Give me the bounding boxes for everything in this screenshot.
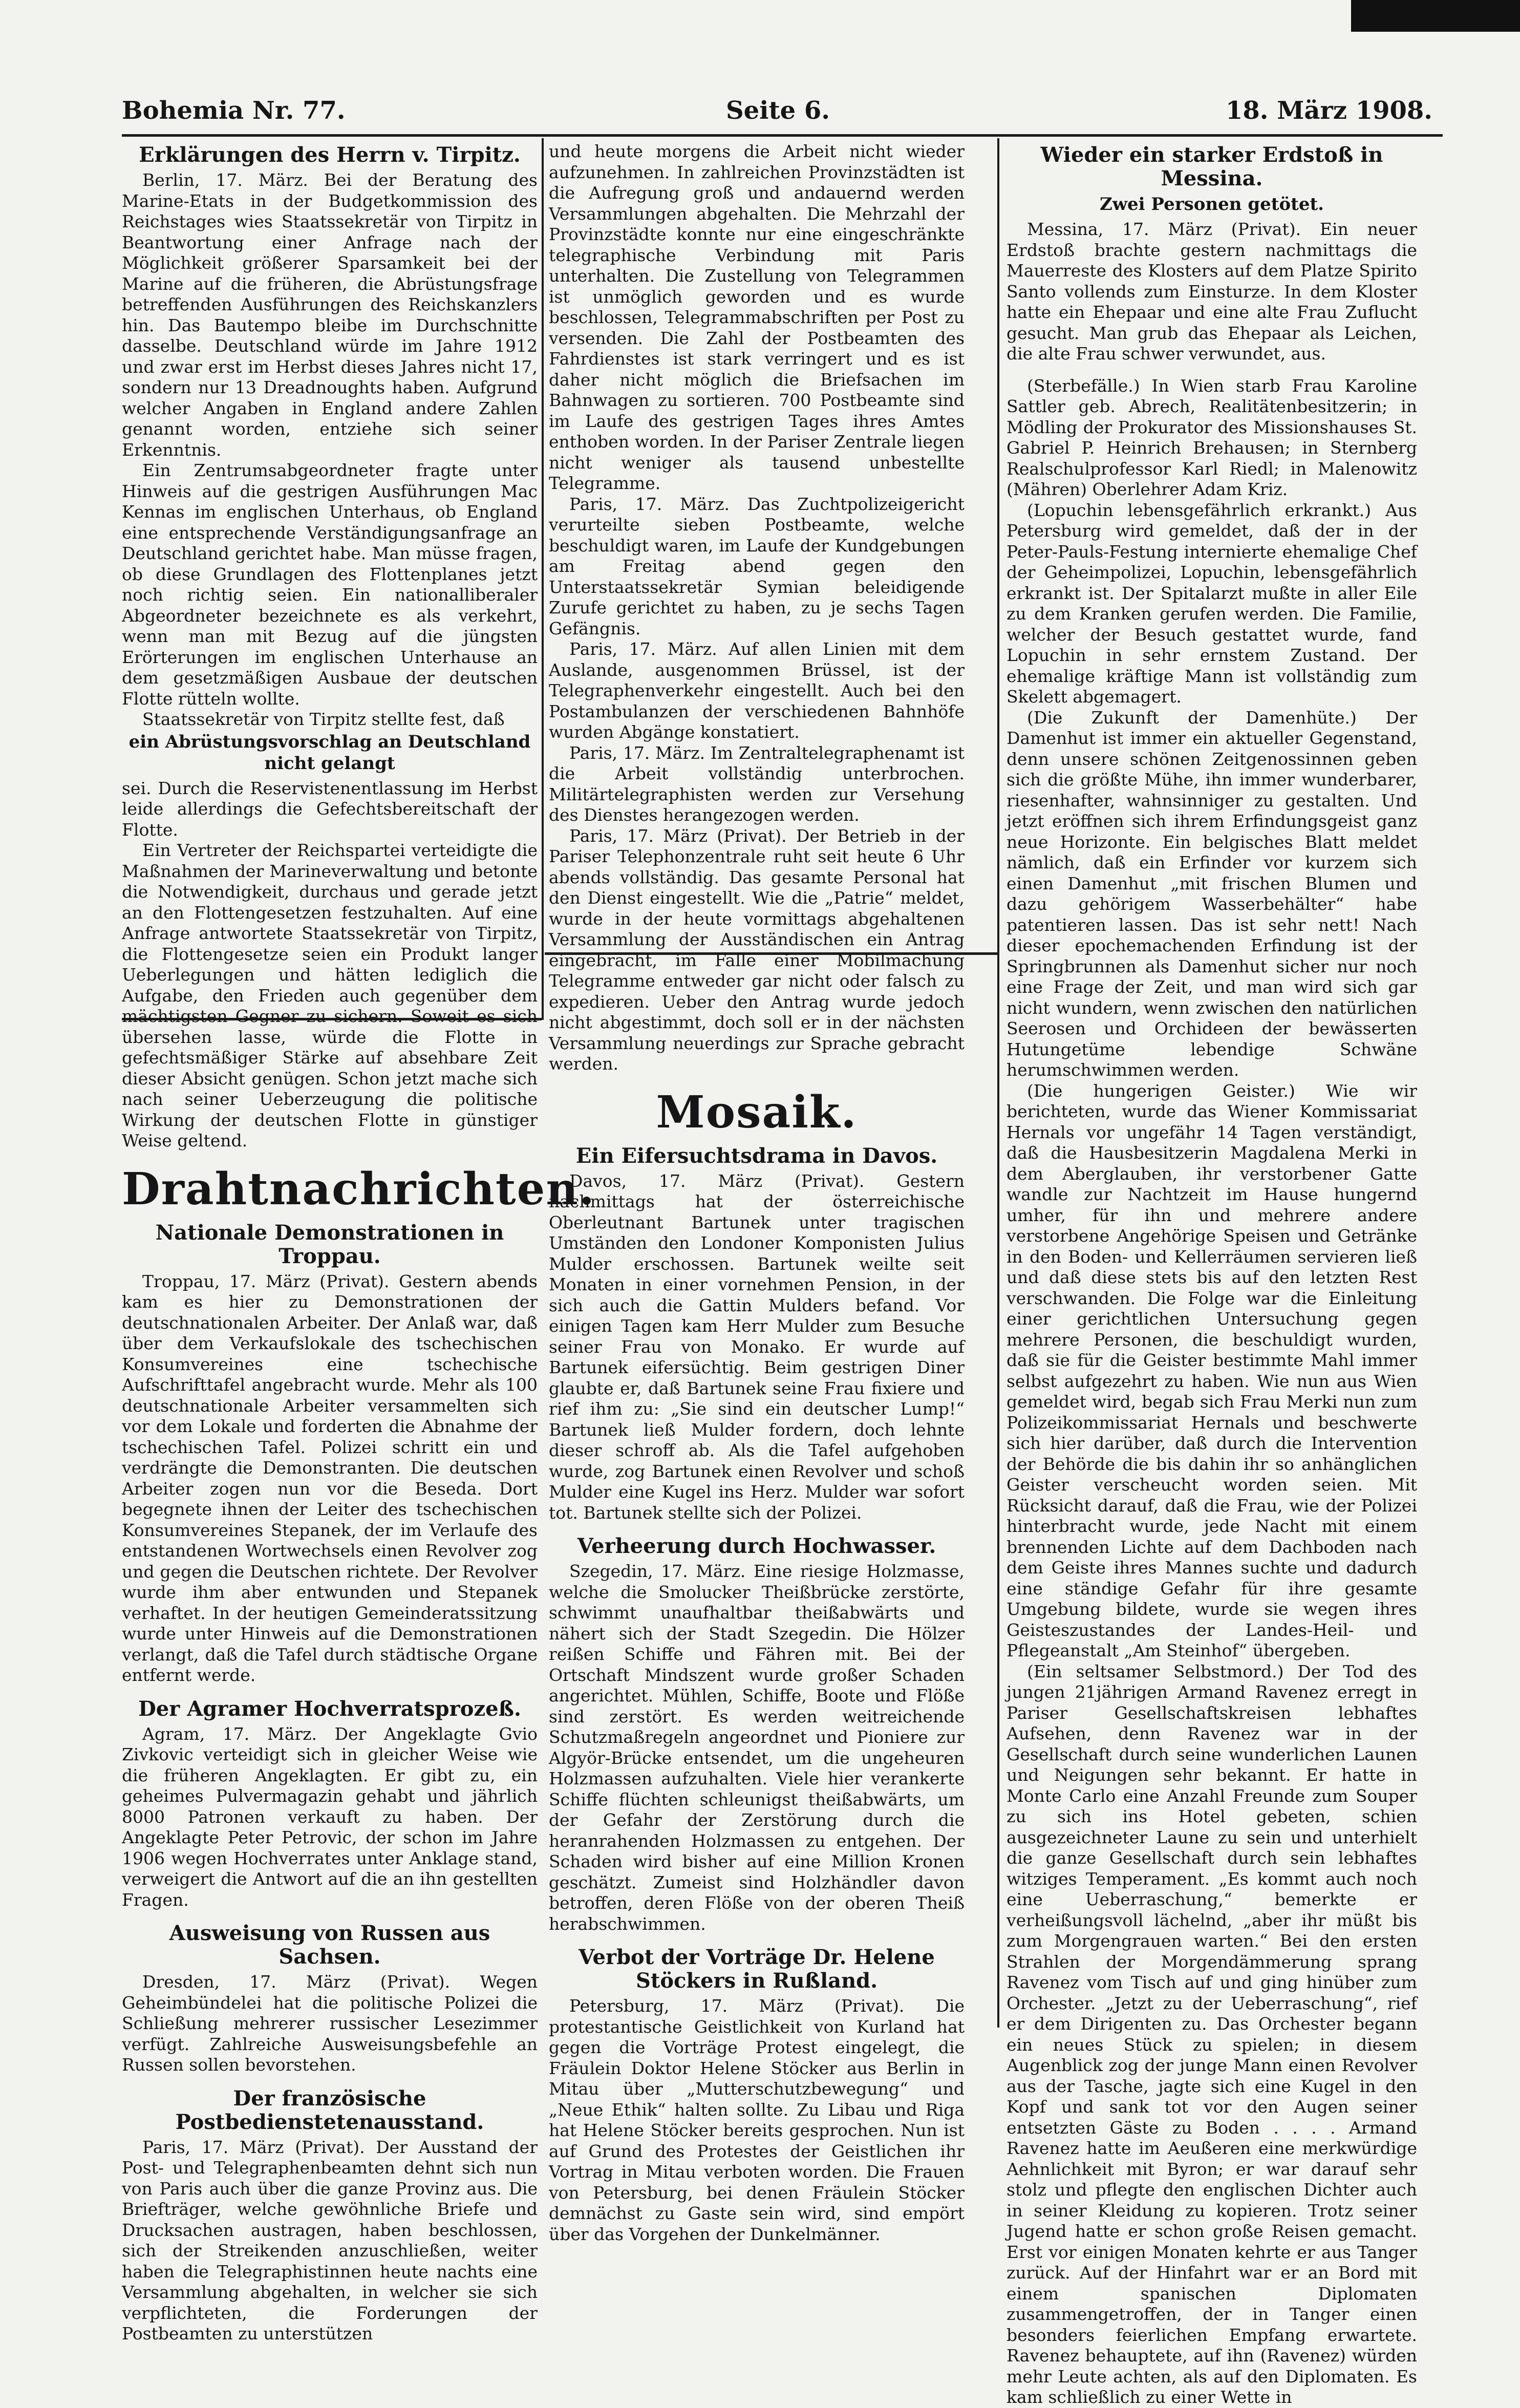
paragraph: Paris, 17. März (Privat). Der Ausstand der Post- und Telegraphenbeamten dehnt sich nun von Paris auch über die ganze Provinz aus. Die Briefträger, welche gewöhnliche Briefe und Drucksachen austragen, haben beschlossen, sich der Streikenden anzuschließen, weiter haben die Telegraphistinnen heute nachts eine Versammlung abgehalten, in welcher sie sich verpflichteten, die Forderungen der Postbeamten zu unterstützen — [122, 2137, 538, 2343]
paragraph-lopuchin: (Lopuchin lebensgefährlich erkrankt.) Aus Petersburg wird gemeldet, daß der in der Peter-Pauls-Festung internierte ehemalige Chef der Geheimpolizei, Lopuchin, lebensgefährlich erkrankt ist. Der Spitalarzt mußte in aller Eile zu dem Kranken gerufen werden. Die Familie, welcher der Besuch gestattet wurde, fand Lopuchin in sehr ernstem Zustand. Der ehemalige kräftige Mann ist vollständig zum Skelett abgemagert. — [1007, 500, 1417, 707]
section-title-drahtnachrichten: Drahtnachrichten. — [122, 1163, 595, 1215]
paragraph: Ein Vertreter der Reichspartei verteidigte die Maßnahmen der Marineverwaltung und betonte die Notwendigkeit, durchaus und gerade jetzt an den Flottengesetzen festzuhalten. Auf eine Anfrage antwortete Staatssekretär von Tirpitz, die Flottengesetze seien ein Produkt langer Ueberlegungen und hätten lediglich die Aufgabe, den Frieden auch gegenüber dem mächtigsten Gegner zu sichern. Soweit es sich übersehen lasse, würde die Flotte in gefechtsmäßiger Stärke auf absehbare Zeit dieser Absicht genügen. Schon jetzt mache sich nach seiner Ueberzeugung die politische Wirkung der deutschen Flotte in günstiger Weise geltend. — [122, 840, 538, 1150]
page-header — [122, 96, 1432, 132]
paragraph-geister: (Die hungerigen Geister.) Wie wir berichteten, wurde das Wiener Kommissariat Hernals vor ungefähr 14 Tagen verständigt, daß die Hausbesitzerin Magdalena Merki in dem Aberglauben, ihr verstorbener Gatte wandle zur Nachtzeit im Hause hungernd umher, für ihn und mehrere andere verstorbene Angehörige Speisen und Getränke in den Boden- und Kellerräumen servieren ließ und daß diese stets bis auf den letzten Rest verschwanden. Die Folge war die Einleitung einer gerichtlichen Untersuchung gegen mehrere Personen, die beschuldigt wurden, daß sie für die Geister bestimmte Mahl immer selbst aufgezehrt zu haben. Wie nun aus Wien gemeldet wird, begab sich Frau Merki nun zum Polizeikommissariat Hernals und beschwerte sich hier darüber, daß durch die Intervention der Behörde die bis dahin ihr so anhänglichen Geister verscheucht worden seien. Mit Rücksicht darauf, daß die Frau, wie der Polizei hinterbracht wurde, jede Nacht mit einem brennenden Lichte auf dem Dachboden nach dem Geiste ihres Mannes suchte und dadurch eine ständige Gefahr für ihre gesamte Umgebung bildete, wurde sie wegen ihres Geisteszustandes der Landes-Heil- und Pflegeanstalt „Am Steinhof“ übergeben. — [1007, 1080, 1417, 1660]
article-title: Der französische Postbedienstetenausstand. — [175, 2086, 484, 2134]
paragraph-selbstmord: (Ein seltsamer Selbstmord.) Der Tod des jungen 21jährigen Armand Ravenez erregt in Pariser Gesellschaftskreisen lebhaftes Aufsehen, denn Ravenez war in der Gesellschaft durch seine wunderlichen Launen und Neigungen sehr bekannt. Er hatte in Monte Carlo eine Anzahl Freunde zum Souper zu sich ins Hotel gebeten, schien ausgezeichneter Laune zu sein und unterhielt die ganze Gesellschaft durch sein lebhaftes witziges Temperament. „Es kommt auch noch eine Ueberraschung,“ bemerkte er verheißungsvoll lächelnd, „aber ihr müßt bis zum Morgengrauen warten.“ Bei den ersten Strahlen der Morgendämmerung sprang Ravenez vom Tisch auf und ging hinüber zum Orchester. „Jetzt zu der Ueberraschung“, rief er dem Dirigenten zu. Das Orchester begann ein neues Stück zu spielen; in diesem Augenblick zog der junge Mann einen Revolver aus der Tasche, jagte sich eine Kugel in den Kopf und sank tot vor den Augen seiner entsetzten Gäste zu Boden . . . . Armand Ravenez hatte im Aeußeren eine merkwürdige Aehnlichkeit mit Byron; er war darauf sehr stolz und pflegte den englischen Dichter auch in seiner Kleidung zu kopieren. Trotz seiner Jugend hatte er schon große Reisen gemacht. Erst vor einigen Monaten kehrte er aus Tanger zurück. Auf der Hinfahrt war er an Bord mit einem spanischen Diplomaten zusammengetroffen, der in Tanger einen besonders feierlichen Empfang erwartete. Ravenez behauptete, auf ihn (Ravenez) würden mehr Leute achten, als auf den Diplomaten. Es kam schließlich zu einer Wette in — [1007, 1661, 1417, 2407]
issue-number: Bohemia Nr. 77. — [122, 96, 346, 125]
article-agram — [122, 1697, 538, 1911]
paragraph: Dresden, 17. März (Privat). Wegen Geheimbündelei hat die politische Polizei die Schließung mehrerer russischer Lesezimmer verfügt. Zahlreiche Ausweisungsbefehle an Russen sollen bevorstehen. — [122, 1972, 538, 2075]
paragraph: Paris, 17. März. Das Zuchtpolizeigericht verurteilte sieben Postbeamte, welche beschuldigt waren, im Laufe der Kundgebungen am Freitag abend gegen den Unterstaatssekretär Symian beleidigende Zurufe gerichtet zu haben, zu je sechs Tagen Gefängnis. — [549, 494, 965, 638]
article-title: Nationale Demonstrationen in Troppau. — [155, 1220, 504, 1268]
article-davos — [549, 1144, 965, 1524]
article-subtitle: ein Abrüstungsvorschlag an Deutschland nicht gelangt — [129, 731, 531, 774]
article-title: Wieder ein starker Erdstoß in Messina. — [1040, 143, 1383, 190]
paragraph: Davos, 17. März (Privat). Gestern nachmittags hat der österreichische Oberleutnant Bartunek unter tragischen Umständen den Londoner Komponisten Julius Mulder erschossen. Bartunek weilte seit Monaten in einer vornehmen Pension, in der sich auch die Gattin Mulders befand. Vor einigen Tagen kam Herr Mulder zum Besuche seiner Frau von Monako. Er wurde auf Bartunek eifersüchtig. Beim gestrigen Diner glaubte er, daß Bartunek seine Frau fixiere und rief ihm zu: „Sie sind ein deutscher Lump!“ Bartunek ließ Mulder fordern, doch lehnte dieser schroff ab. Als die Tafel aufgehoben wurde, zog Bartunek einen Revolver und schoß Mulder eine Kugel ins Herz. Mulder war sofort tot. Bartunek stellte sich der Polizei. — [549, 1170, 965, 1523]
paragraph-damenhuete: (Die Zukunft der Damenhüte.) Der Damenhut ist immer ein aktueller Gegenstand, denn unsere schönen Zeitgenossinnen geben sich die größte Mühe, ihn immer wunderbarer, riesenhafter, wahnsinniger zu gestalten. Und jetzt eröffnen sich ihrem Erfindungsgeist ganz neue Horizonte. Ein belgisches Blatt meldet nämlich, daß ein Erfinder vor kurzem sich einen Damenhut „mit frischen Blumen und dazu gehörigem Wasserbehälter“ habe patentieren lassen. Das ist sehr nett! Nach dieser epochemachenden Erfindung ist der Springbrunnen als Damenhut sicher nur noch eine Frage der Zeit, und man wird sich gar nicht wundern, wenn zwischen den natürlichen Seerosen und Orchideen der bewässerten Hutungetüme lebendige Schwäne herumschwimmen werden. — [1007, 707, 1417, 1080]
column-rule-2 — [997, 138, 999, 2028]
article-title: Ausweisung von Russen aus Sachsen. — [169, 1921, 490, 1969]
article-title: Erklärungen des Herrn v. Tirpitz. — [139, 143, 521, 167]
paragraph-sterbefaelle: (Sterbefälle.) In Wien starb Frau Karoline Sattler geb. Abrech, Realitätenbesitzerin; in Mödling der Prokurator des Missionshauses St. Gabriel P. Heinrich Brehausen; in Sternberg Realschulprofessor Karl Riedl; in Malenowitz (Mähren) Oberlehrer Adam Kriz. — [1007, 375, 1417, 499]
column-rule-1 — [542, 138, 544, 1020]
article-postausstand — [122, 2087, 538, 2345]
page-corner-shadow — [1351, 0, 1520, 32]
header-rule — [122, 134, 1443, 137]
paragraph: Paris, 17. März. Im Zentraltelegraphenamt ist die Arbeit vollständig unterbrochen. Militärtelegraphisten werden zur Versehung des Dienstes herangezogen werden. — [549, 742, 965, 825]
article-subtitle: Zwei Personen getötet. — [1099, 194, 1324, 215]
article-tirpitz — [122, 143, 538, 1152]
paragraph: Agram, 17. März. Der Angeklagte Gvio Zivkovic verteidigt sich in gleicher Weise wie die früheren Angeklagten. Er gibt zu, ein geheimes Pulvermagazin gehabt und jährlich 8000 Patronen verkauft zu haben. Der Angeklagte Peter Petrovic, der schon im Jahre 1906 wegen Hochverrates unter Anklage stand, verweigert die Antwort auf die an ihn gestellten Fragen. — [122, 1723, 538, 1910]
paragraph: und heute morgens die Arbeit nicht wieder aufzunehmen. In zahlreichen Provinzstädten ist die Aufregung groß und andauernd werden Versammlungen abgehalten. Die Mehrzahl der Provinzstädte konnte nur eine eingeschränkte telegraphische Verbindung mit Paris unterhalten. Die Zustellung von Telegrammen ist unmöglich geworden und es wurde beschlossen, Telegrammabschriften per Post zu versenden. Die Zahl der Postbeamten des Fahrdienstes ist stark verringert und es ist daher nicht möglich die Briefsachen im Bahnwagen zu sortieren. 700 Postbeamte sind im Laufe des gestrigen Tages ihres Amtes enthoben worden. In der Pariser Zentrale liegen nicht weniger als tausend unbestellte Telegramme. — [549, 141, 965, 493]
article-title: Der Agramer Hochverratsprozeß. — [138, 1696, 521, 1721]
article-troppau — [122, 1221, 538, 1686]
column-left — [122, 141, 595, 2343]
article-title: Verbot der Vorträge Dr. Helene Stöckers in Rußland. — [579, 1945, 935, 1993]
paragraph: Paris, 17. März (Privat). Der Betrieb in der Pariser Telephonzentrale ruht seit heute 6 Uhr abends vollständig. Das gesamte Personal hat den Dienst eingestellt. Wie die „Patrie“ meldet, wurde in der heute vormittags abgehaltenen Versammlung der Ausständischen ein Antrag eingebracht, im Falle einer Mobilmachung Telegramme entweder gar nicht oder falsch zu expedieren. Ueber den Antrag wurde jedoch nicht abgestimmt, doch soll er in der nächsten Versammlung neuerdings zur Sprache gebracht werden. — [549, 825, 965, 1074]
paragraph: Berlin, 17. März. Bei der Beratung des Marine-Etats in der Budgetkommission des Reichstages wies Staatssekretär von Tirpitz in Beantwortung einer Anfrage nach der Möglichkeit größerer Sparsamkeit bei der Marine auf die früheren, die Abrüstungsfrage betreffenden Ausführungen des Reichskanzlers hin. Das Bautempo bleibe im Durchschnitte dasselbe. Deutschland würde im Jahre 1912 und zwar erst im Herbst dieses Jahres nicht 17, sondern nur 13 Dreadnoughts haben. Aufgrund welcher Angaben in England andere Zahlen genannt worden, entziehe sich seiner Erkenntnis. — [122, 170, 538, 460]
article-title: Ein Eifersuchtsdrama in Davos. — [575, 1143, 938, 1168]
article-messina — [1007, 143, 1417, 365]
article-hochwasser — [549, 1535, 965, 1934]
column-middle — [549, 141, 965, 2244]
paragraph: Troppau, 17. März (Privat). Gestern abends kam es hier zu Demonstrationen der deutschnationalen Arbeiter. Der Anlaß war, daß über dem Verkaufslokale des tschechischen Konsumvereines eine tschechische Aufschrifttafel angebracht wurde. Mehr als 100 deutschnationale Arbeiter versammelten sich vor dem Lokale und forderten die Abnahme der tschechischen Tafel. Polizei schritt ein und verdrängte die Demonstranten. Die deutschen Arbeiter zogen nun vor die Beseda. Dort begegnete ihnen der Leiter des tschechischen Konsumvereines Stepanek, der im Verlaufe des entstandenen Wortwechsels einen Revolver zog und gegen die Deutschen richtete. Der Revolver wurde ihm aber entwunden und Stepanek verhaftet. In der heutigen Gemeinderatssitzung wurde unter Hinweis auf die Demonstrationen verlangt, daß die Tafel durch städtische Organe entfernt werde. — [122, 1271, 538, 1685]
article-paris-continued — [549, 141, 965, 1075]
paragraph: Paris, 17. März. Auf allen Linien mit dem Auslande, ausgenommen Brüssel, ist der Telegraphenverkehr eingestellt. Auch bei den Postambulanzen der verschiedenen Bahnhöfe wurden Abgänge konstatiert. — [549, 639, 965, 742]
article-title: Verheerung durch Hochwasser. — [577, 1534, 936, 1558]
paragraph: sei. Durch die Reservistenentlassung im Herbst leide allerdings die Gefechtsbereitschaft der Flotte. — [122, 778, 538, 840]
paragraph: Staatssekretär von Tirpitz stellte fest, daß — [142, 709, 505, 729]
article-stoecker — [549, 1946, 965, 2245]
paragraph: Ein Zentrumsabgeordneter fragte unter Hinweis auf die gestrigen Ausführungen Mac Kennas im englischen Unterhaus, ob England eine entsprechende Verständigungsanfrage an Deutschland gerichtet habe. Man müsse fragen, ob diese Grundlagen des Flottenplanes jetzt noch richtig seien. Ein nationalliberaler Abgeordneter bezeichnete es als verkehrt, wenn man mit Bezug auf die jüngsten Erörterungen im englischen Unterhause an dem gesetzmäßigen Ausbaue der deutschen Flotte rütteln wollte. — [122, 460, 538, 709]
paragraph: Szegedin, 17. März. Eine riesige Holzmasse, welche die Smolucker Theißbrücke zerstörte, schwimmt unaufhaltbar theißabwärts und nähert sich der Stadt Szegedin. Die Hölzer reißen Schiffe und Fähren mit. Bei der Ortschaft Mindszent wurde großer Schaden angerichtet. Mühlen, Schiffe, Boote und Flöße sind zerstört. Es werden weitreichende Schutzmaßregeln angeordnet und Pioniere zur Algyör-Brücke entsendet, um die ungeheuren Holzmassen aufzuhalten. Viele hier verankerte Schiffe flüchten schleunigst theißabwärts, um der Gefahr der Zerstörung durch die heranrahenden Holzmassen zu entgehen. Der Schaden wird bisher auf eine Million Kronen geschätzt. Zumeist sind Holzhändler davon betroffen, deren Flöße von der oberen Theiß herabschwimmen. — [549, 1561, 965, 1934]
page-number: Seite 6. — [726, 96, 830, 125]
news-briefs — [1007, 376, 1417, 2408]
section-title-mosaik: Mosaik. — [656, 1086, 858, 1138]
paragraph: Messina, 17. März (Privat). Ein neuer Erdstoß brachte gestern nachmittags die Mauerreste des Klosters auf dem Platze Spirito Santo vollends zum Einsturze. In dem Kloster hatte ein Ehepaar und eine alte Frau Zuflucht gesucht. Man grub das Ehepaar als Leichen, die alte Frau schwer verwundet, aus. — [1007, 219, 1417, 364]
column-right — [1007, 141, 1417, 2407]
paragraph: Petersburg, 17. März (Privat). Die protestantische Geistlichkeit von Kurland hat gegen die Vorträge Protest eingelegt, die Fräulein Doktor Helene Stöcker aus Berlin in Mitau über „Mutterschutzbewegung“ und „Neue Ethik“ halten sollte. Zu Libau und Riga hat Helene Stöcker bereits gesprochen. Nun ist auf Grund des Protestes der Geistlichen ihr Vortrag in Mitau verboten worden. Die Frauen von Petersburg, bei denen Fräulein Stöcker demnächst zu Gaste sein wird, sind empört über das Vorgehen der Dunkelmänner. — [549, 1996, 965, 2244]
issue-date: 18. März 1908. — [1225, 96, 1432, 125]
article-sachsen — [122, 1922, 538, 2076]
